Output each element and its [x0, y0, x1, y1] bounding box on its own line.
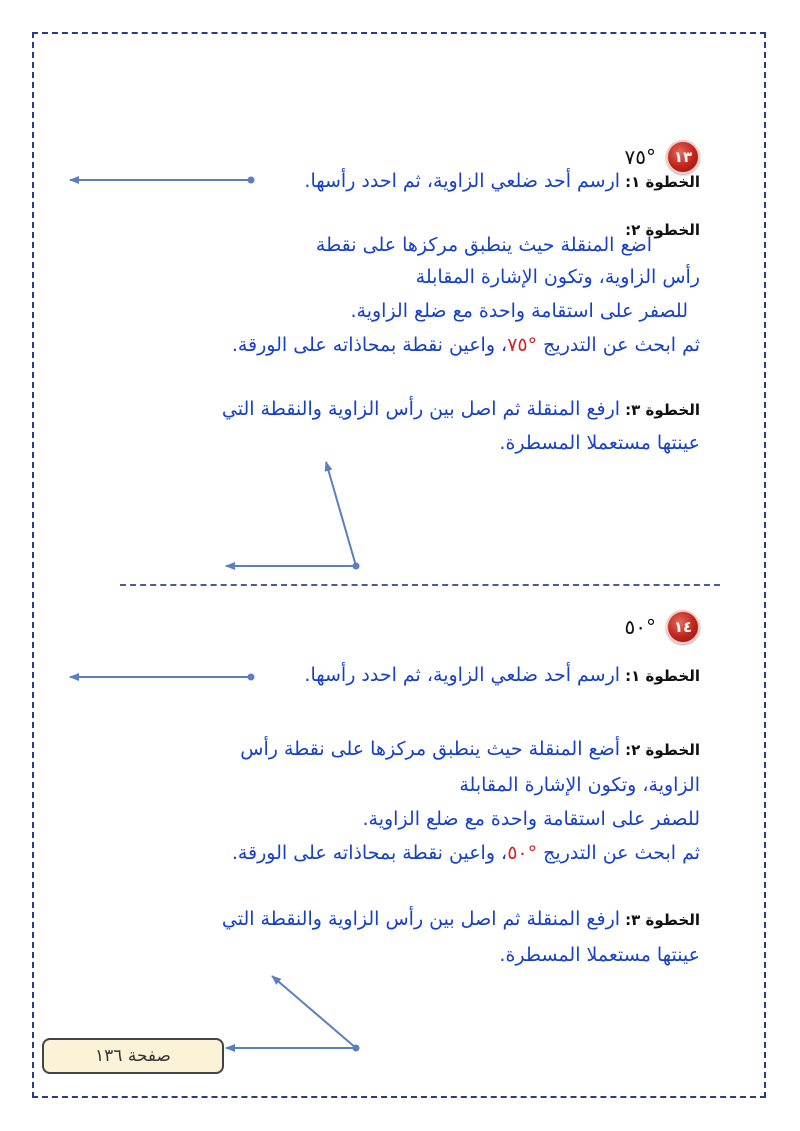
- problem-14-step2-line4: ثم ابحث عن التدريج °٥٠، واعين نقطة بمحاذاته على الورقة.: [231, 842, 700, 864]
- problem-14-step2: الخطوة ٢: أضع المنقلة حيث ينطبق مركزها على نقطة رأس: [240, 738, 700, 760]
- problem-number-badge: ١٣: [666, 140, 700, 174]
- highlight-angle: °٧٥: [507, 334, 538, 356]
- problem-13-step2-label: الخطوة ٢:: [625, 221, 700, 239]
- problem-angle: °٧٥: [624, 145, 656, 169]
- ray-step1-problem13: [70, 177, 255, 184]
- problem-13-step2-line2: رأس الزاوية، وتكون الإشارة المقابلة: [415, 266, 700, 288]
- problem-14-step1: الخطوة ١: ارسم أحد ضلعي الزاوية، ثم احدد رأسها.: [304, 664, 700, 686]
- angle-50-construction: [226, 976, 360, 1052]
- problem-13-step3-line2: عينتها مستعملا المسطرة.: [499, 432, 700, 454]
- problem-14-step3: الخطوة ٣: ارفع المنقلة ثم اصل بين رأس الزاوية والنقطة التي: [221, 908, 700, 930]
- angle-75-construction: [226, 462, 360, 570]
- page-number-box: [42, 1038, 224, 1074]
- page-number-label: صفحة ١٣٦: [95, 1046, 171, 1066]
- ray-step1-problem14: [70, 674, 255, 681]
- problem-angle: °٥٠: [624, 615, 656, 639]
- problem-13-step3: الخطوة ٣: ارفع المنقلة ثم اصل بين رأس الزاوية والنقطة التي: [221, 398, 700, 420]
- problem-13-step2-line1: اضع المنقلة حيث ينطبق مركزها على نقطة: [315, 234, 652, 256]
- problem-13-step2-line3: للصفر على استقامة واحدة مع ضلع الزاوية.: [350, 300, 688, 322]
- problem-14-step3-line2: عينتها مستعملا المسطرة.: [499, 944, 700, 966]
- problem-number-badge: ١٤: [666, 610, 700, 644]
- problem-14-step2-line3: للصفر على استقامة واحدة مع ضلع الزاوية.: [362, 808, 700, 830]
- step1-text: ارسم أحد ضلعي الزاوية، ثم احدد رأسها.: [304, 170, 621, 192]
- step1-label: الخطوة ١:: [625, 173, 700, 191]
- problem-13-step2-line4: ثم ابحث عن التدريج °٧٥، واعين نقطة بمحاذاته على الورقة.: [231, 334, 700, 356]
- highlight-angle: °٥٠: [507, 842, 538, 864]
- problem-14-step2-line2: الزاوية، وتكون الإشارة المقابلة: [459, 774, 700, 796]
